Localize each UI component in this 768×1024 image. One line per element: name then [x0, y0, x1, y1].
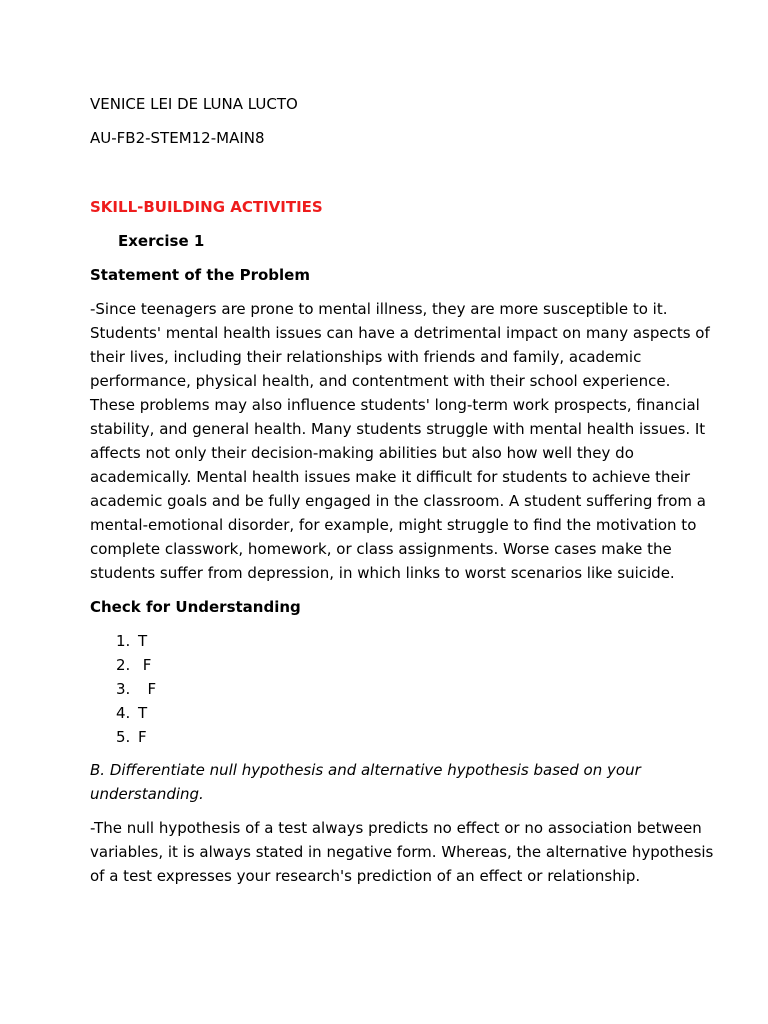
paragraph-line: academic goals and be fully engaged in the classroom. A student suffering from a	[90, 492, 707, 510]
list-number: 4.	[116, 704, 131, 722]
question-line: B. Differentiate null hypothesis and alternative hypothesis based on your	[90, 761, 641, 779]
list-number: 2.	[116, 656, 131, 674]
student-section: AU-FB2-STEM12-MAIN8	[90, 129, 265, 147]
answer-line: of a test expresses your research's prediction of an effect or relationship.	[90, 867, 641, 885]
list-item	[116, 629, 147, 653]
paragraph-line: stability, and general health. Many students struggle with mental health issues. It	[90, 420, 706, 438]
answer-line: variables, it is always stated in negative form. Whereas, the alternative hypothesis	[90, 843, 714, 861]
paragraph-line: complete classwork, homework, or class assignments. Worse cases make the	[90, 540, 672, 558]
paragraph-line: performance, physical health, and contentment with their school experience.	[90, 372, 671, 390]
problem-paragraph	[90, 297, 710, 585]
list-item	[116, 677, 156, 701]
list-answer: F	[138, 728, 147, 746]
list-answer: T	[138, 632, 148, 650]
paragraph-line: mental-emotional disorder, for example, might struggle to find the motivation to	[90, 516, 697, 534]
list-answer: F	[138, 656, 152, 674]
answer-line: -The null hypothesis of a test always predicts no effect or no association between	[90, 819, 702, 837]
paragraph-line: academically. Mental health issues make it difficult for students to achieve their	[90, 468, 691, 486]
paragraph-line: These problems may also influence students' long-term work prospects, financial	[90, 396, 700, 414]
paragraph-line: affects not only their decision-making abilities but also how well they do	[90, 444, 634, 462]
question-b	[90, 758, 690, 806]
list-item	[116, 701, 147, 725]
list-number: 1.	[116, 632, 131, 650]
exercise-heading: Exercise 1	[118, 232, 205, 250]
question-line: understanding.	[90, 785, 204, 803]
problem-heading: Statement of the Problem	[90, 266, 310, 284]
paragraph-line: Students' mental health issues can have a detrimental impact on many aspects of	[90, 324, 710, 342]
student-name: VENICE LEI DE LUNA LUCTO	[90, 95, 298, 113]
list-answer: F	[138, 680, 157, 698]
paragraph-line: -Since teenagers are prone to mental illness, they are more susceptible to it.	[90, 300, 668, 318]
activity-title: SKILL-BUILDING ACTIVITIES	[90, 198, 323, 216]
list-number: 5.	[116, 728, 131, 746]
list-number: 3.	[116, 680, 131, 698]
list-item	[116, 653, 151, 677]
check-heading: Check for Understanding	[90, 598, 301, 616]
list-answer: T	[138, 704, 148, 722]
paragraph-line: students suffer from depression, in which links to worst scenarios like suicide.	[90, 564, 675, 582]
answer-b	[90, 816, 714, 888]
paragraph-line: their lives, including their relationships with friends and family, academic	[90, 348, 642, 366]
list-item	[116, 725, 147, 749]
